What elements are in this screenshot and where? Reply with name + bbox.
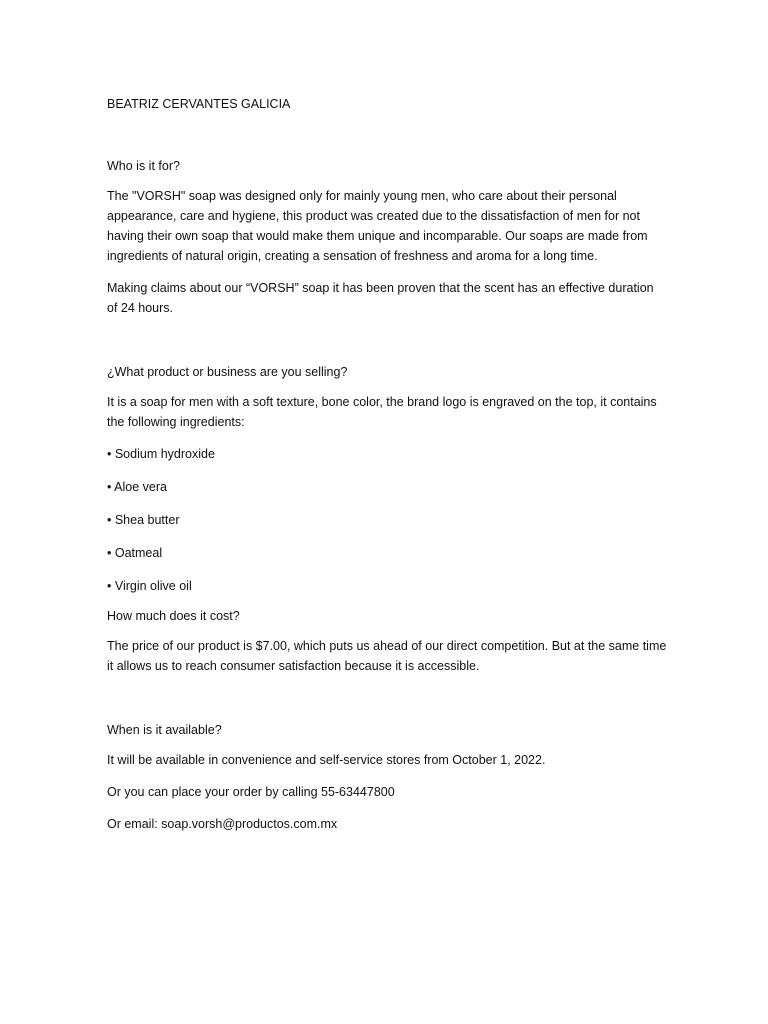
ingredient-item: • Virgin olive oil [107, 579, 192, 593]
ingredient-item: • Shea butter [107, 513, 180, 527]
order-email-line: Or email: soap.vorsh@productos.com.mx [107, 817, 338, 831]
paragraph-product-intro: It is a soap for men with a soft texture, bone color, the brand logo is engraved on the top, it contains the following ingredients: [107, 395, 657, 429]
section-heading-who: Who is it for? [107, 159, 180, 173]
paragraph-who-1: The "VORSH" soap was designed only for mainly young men, who care about their personal appearance, care and hygiene, this product was created due to the dissatisfaction of men for not having their own soap that would make them unique and incomparable. Our soaps are made from ingredients of natural origin, creating a sensation of freshness and aroma for a long time. [107, 189, 648, 263]
ingredient-item: • Aloe vera [107, 480, 167, 494]
order-phone-line: Or you can place your order by calling 55-63447800 [107, 785, 395, 799]
paragraph-cost: The price of our product is $7.00, which puts us ahead of our direct competition. But at the same time it allows us to reach consumer satisfaction because it is accessible. [107, 639, 667, 673]
document-body [107, 94, 667, 846]
author-name: BEATRIZ CERVANTES GALICIA [107, 97, 291, 111]
section-heading-availability: When is it available? [107, 723, 222, 737]
ingredient-item: • Sodium hydroxide [107, 447, 215, 461]
paragraph-who-2: Making claims about our “VORSH” soap it has been proven that the scent has an effective duration of 24 hours. [107, 281, 654, 315]
availability-line: It will be available in convenience and self-service stores from October 1, 2022. [107, 753, 546, 767]
section-heading-product: ¿What product or business are you selling? [107, 365, 348, 379]
section-heading-cost: How much does it cost? [107, 609, 240, 623]
ingredient-item: • Oatmeal [107, 546, 163, 560]
